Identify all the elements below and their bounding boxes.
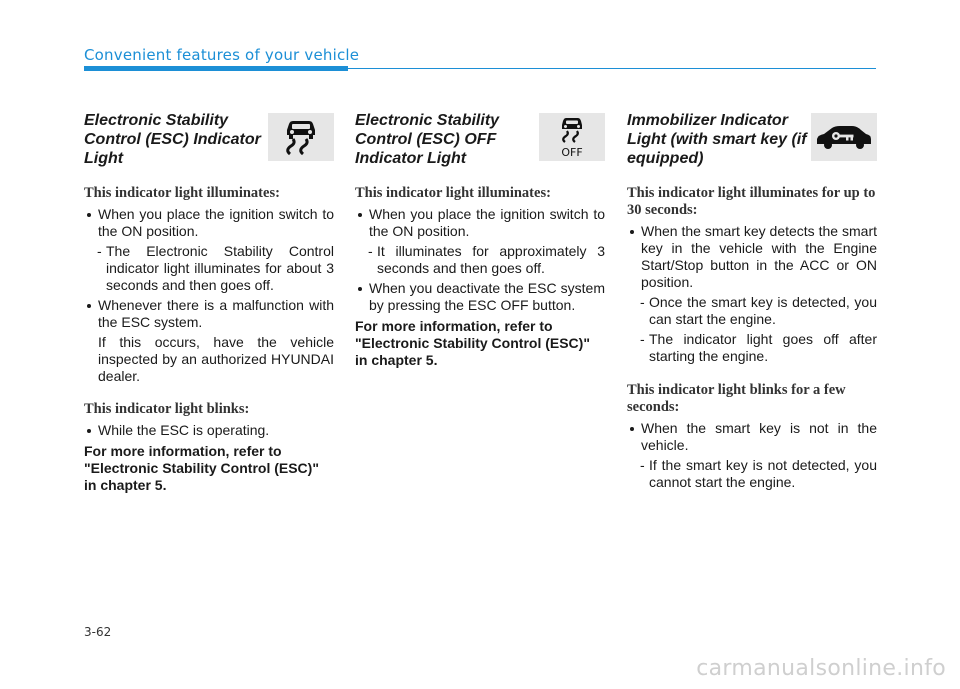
immobilizer-blinks-heading: This indicator light blinks for a few seconds:	[627, 382, 846, 415]
dash-mark: -	[640, 331, 645, 347]
dash-mark: -	[97, 243, 102, 259]
esc-bullet-malfunction: Whenever there is a malfunction with the ESC system.	[84, 297, 334, 331]
esc-skid-car-icon	[268, 113, 334, 161]
esc-off-bullet-ignition: When you place the ignition switch to the ON position.	[355, 206, 605, 240]
immobilizer-title: Immobilizer Indicator Light (with smart key (if equipped)	[627, 112, 807, 167]
immobilizer-subitem-start	[627, 294, 877, 328]
immobilizer-illuminates-heading: This indicator light illuminates for up to 30 seconds:	[627, 185, 876, 218]
esc-blinks-heading: This indicator light blinks:	[84, 401, 250, 417]
immobilizer-indicator-column	[627, 111, 877, 494]
esc-off-column-header	[355, 111, 605, 167]
esc-off-illuminates-heading: This indicator light illuminates:	[355, 185, 551, 201]
dash-mark: -	[368, 243, 373, 259]
esc-off-title: Electronic Stability Control (ESC) OFF Indicator Light	[355, 112, 500, 167]
page-header-title: Convenient features of your vehicle	[84, 46, 360, 64]
esc-indicator-column	[84, 111, 334, 494]
immobilizer-column-header	[627, 111, 877, 167]
esc-off-icon-text: OFF	[561, 146, 583, 159]
esc-title: Electronic Stability Control (ESC) Indicator Light	[84, 112, 261, 167]
header-rule-thin	[348, 68, 876, 69]
immobilizer-subitem-goes-off-text: The indicator light goes off after starting the engine.	[649, 331, 877, 364]
header-rule-thick	[84, 66, 348, 71]
esc-off-reference-note: For more information, refer to "Electronic Stability Control (ESC)" in chapter 5.	[355, 318, 590, 368]
immobilizer-subitem-goes-off	[627, 331, 877, 365]
esc-illuminates-heading: This indicator light illuminates:	[84, 185, 280, 201]
esc-subitem-goes-off	[84, 243, 334, 294]
esc-off-icon	[539, 113, 605, 161]
esc-off-bullet-deactivate: When you deactivate the ESC system by pressing the ESC OFF button.	[355, 280, 605, 314]
esc-column-header	[84, 111, 334, 167]
immobilizer-bullet-detects: When the smart key detects the smart key in the vehicle with the Engine Start/Stop button in the ACC or ON position.	[627, 223, 877, 291]
esc-subitem-text: The Electronic Stability Control indicator light illuminates for about 3 seconds and then goes off.	[106, 243, 334, 293]
page-number: 3-62	[84, 625, 112, 639]
esc-off-subitem-text: It illuminates for approximately 3 seconds and then goes off.	[377, 243, 605, 276]
immobilizer-subitem-cannot-start-text: If the smart key is not detected, you cannot start the engine.	[649, 457, 877, 490]
esc-bullet-ignition: When you place the ignition switch to the ON position.	[84, 206, 334, 240]
dash-mark: -	[640, 294, 645, 310]
immobilizer-car-key-icon	[811, 113, 877, 161]
immobilizer-subitem-start-text: Once the smart key is detected, you can start the engine.	[649, 294, 877, 327]
immobilizer-subitem-cannot-start	[627, 457, 877, 491]
esc-off-subitem-goes-off	[355, 243, 605, 277]
esc-dealer-note: If this occurs, have the vehicle inspected by an authorized HYUNDAI dealer.	[98, 334, 334, 384]
dash-mark: -	[640, 457, 645, 473]
immobilizer-bullet-not-in-vehicle: When the smart key is not in the vehicle.	[627, 420, 877, 454]
esc-reference-note: For more information, refer to "Electronic Stability Control (ESC)" in chapter 5.	[84, 443, 319, 493]
esc-bullet-operating: While the ESC is operating.	[84, 422, 334, 439]
esc-off-indicator-column	[355, 111, 605, 369]
watermark: carmanualsonline.info	[696, 656, 946, 681]
